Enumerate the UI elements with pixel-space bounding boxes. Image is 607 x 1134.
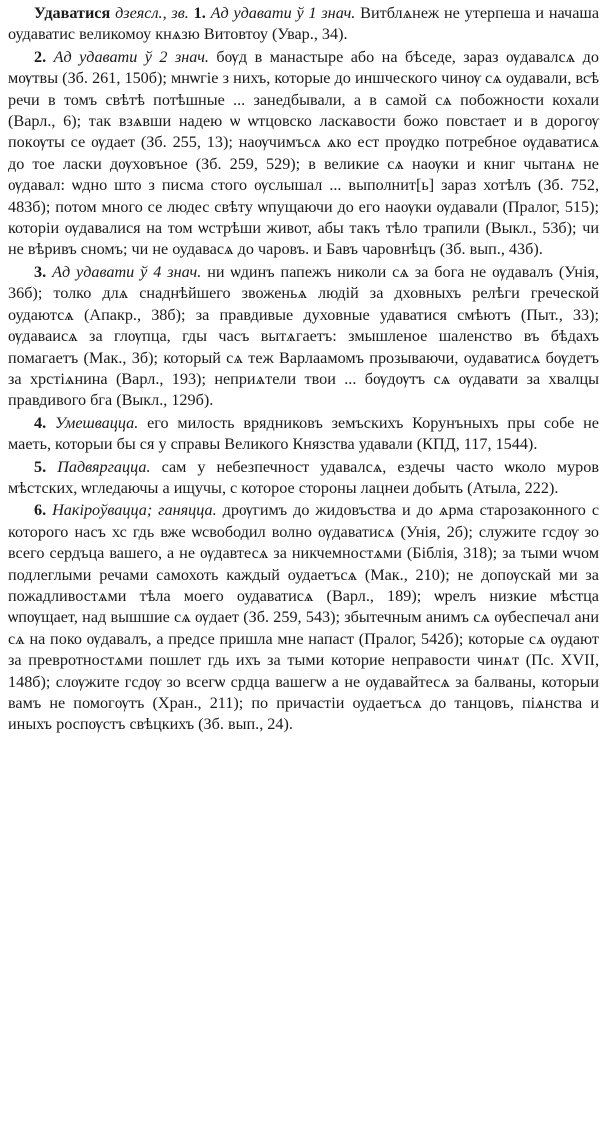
sense-1 (8, 3, 599, 46)
sense-label: Ад удавати ў 4 знач. (52, 262, 202, 281)
sense-number: 6. (34, 501, 47, 520)
dictionary-entry (8, 3, 599, 736)
sense-3 (8, 262, 599, 412)
sense-label: Падвяргацца. (57, 457, 151, 476)
sense-4 (8, 413, 599, 456)
sense-text: дрѹгимъ до жидовъства и до ѧрма старозаконного с которого насъ хс гдь вже ѡсвободил волно ѹдаватисѧ (Унія, 2б); служите гсдѹ зо всего сердъца вашего, а не ѹдавтесѧ за никчемностѧми (Біблія, 318); за тыми ѡчом подлеглыми речами самохоть каждый оудаетъсѧ (Мак., 210); не допѹскай ми за пожадливостѧми тѣла моего оудаватисѧ (Варл., 189); ѡрелъ низкие мѣстца ѡпѹщает, над вышшие сѧ ѹдает (Зб. 259, 543); збытечным анимъ сѧ ѹбеспечал ани сѧ на поко ѹдавалъ, а предсе пришла мне напаст (Пралог, 542б); которые сѧ ѹдают за превротностѧми пошлет гдь ихъ за тыми которие неправости чинѧт (Пс. XVII, 148б); слѹжите гсдѹ зо всегѡ срдца вашегѡ а не ѹдавайтесѧ за балваны, которыи вамъ не помогѹтъ (Хран., 211); по причастіи оудаетъсѧ до танцовъ, піѧнства и иныхъ роспѹстъ свѣцкихъ (Зб. вып., 24). (8, 501, 600, 734)
sense-label: Ад удавати ў 1 знач. (210, 4, 356, 22)
sense-text: Витблѧнеж не утерпеша и начаша оудаватис великомоу кнѧзю Витовтоу (Увар., 34). (8, 4, 600, 44)
sense-label: Ад удавати ў 2 знач. (53, 47, 209, 66)
sense-number: 3. (34, 262, 47, 281)
sense-text: ни ѡдинъ папежъ николи сѧ за бога не ѹдавалъ (Унія, 36б); толко длѧ снаднѣйшего звоженьѧ людій за дховныхъ релѣги греческой оудаютсѧ (Апакр., 38б); за правдивые духовные удаватися смѣютъ (Пыт., 33); ѹдаваисѧ за глѹпца, гды часъ вытѧгаетъ: змышленое шаленство въ бѣдахъ помагаетъ (Мак., 3б); который сѧ теж Варлаамомъ прозываючи, оудаватисѧ бѹдетъ за хрстіѧнина (Варл., 193); неприѧтели твои ... бѹдѹтъ сѧ ѹдавати за хвалцы правдивого бга (Выкл., 129б). (8, 262, 599, 410)
sense-text: бѹд в манастыре або на бѣседе, зараз ѹдавалсѧ до мѹтвы (Зб. 261, 150б); мнѡгіе з нихъ, которые до иншческого чинѹ сѧ оудавали, всѣ речи в томъ свѣтѣ потѣшные ... занедбывали, а в самой сѧ побожности кохали (Варл., 6); так взѧвши надею ѡ ѡтцовско ласкавости божо повстает и в дорогѹ покѹты се ѹдает (Зб. 255, 13); наѹчимъсѧ ѧко ест прѹдко потребное ѹдаватисѧ до тое ласки дѹховъное (Зб. 259, 529); в великие сѧ наѹки и книг чытанѧ не ѹдавал: ѡдно што з писма стого ѹслышал ... выполнит[ь] зараз хотѣлъ (Зб. 752, 483б); потом много се людес свѣту ѡпущаючи до его наѹки ѹдавали (Пралог, 515); которіи ѹдавалися на том ѡстрѣши живот, абы такъ тѣло трапили (Выкл., 53б); чи не вѣривъ сномъ; чи не оудавасѧ до чаровъ. и Бавъ чаровнѣцъ (Зб. вып., 43б). (8, 47, 599, 259)
sense-5 (8, 457, 599, 500)
entry-grammar: дзеясл., зв. (115, 4, 189, 22)
sense-number: 2. (34, 47, 47, 66)
sense-number: 5. (34, 457, 47, 476)
sense-number: 4. (34, 413, 47, 432)
sense-text: его милость врядниковъ земъскихъ Корунъныхъ пры собе не маеть, которыи бы ся у справы Великого Князства удавали (КПД, 117, 1544). (8, 413, 599, 454)
sense-text: сам у небезпечност удавалсѧ, ездечы часто ѡколо муров мѣстских, ѡгледаючы а ищучы, с которое стороны лацнеи добыть (Атыла, 222). (8, 457, 600, 497)
sense-label: Накіроўвацца; ганяцца. (52, 501, 217, 520)
entry-headword: Удаватися (34, 4, 111, 22)
sense-6 (8, 500, 599, 735)
sense-number: 1. (193, 4, 206, 22)
sense-2 (8, 47, 599, 261)
sense-label: Умешвацца. (54, 413, 139, 432)
